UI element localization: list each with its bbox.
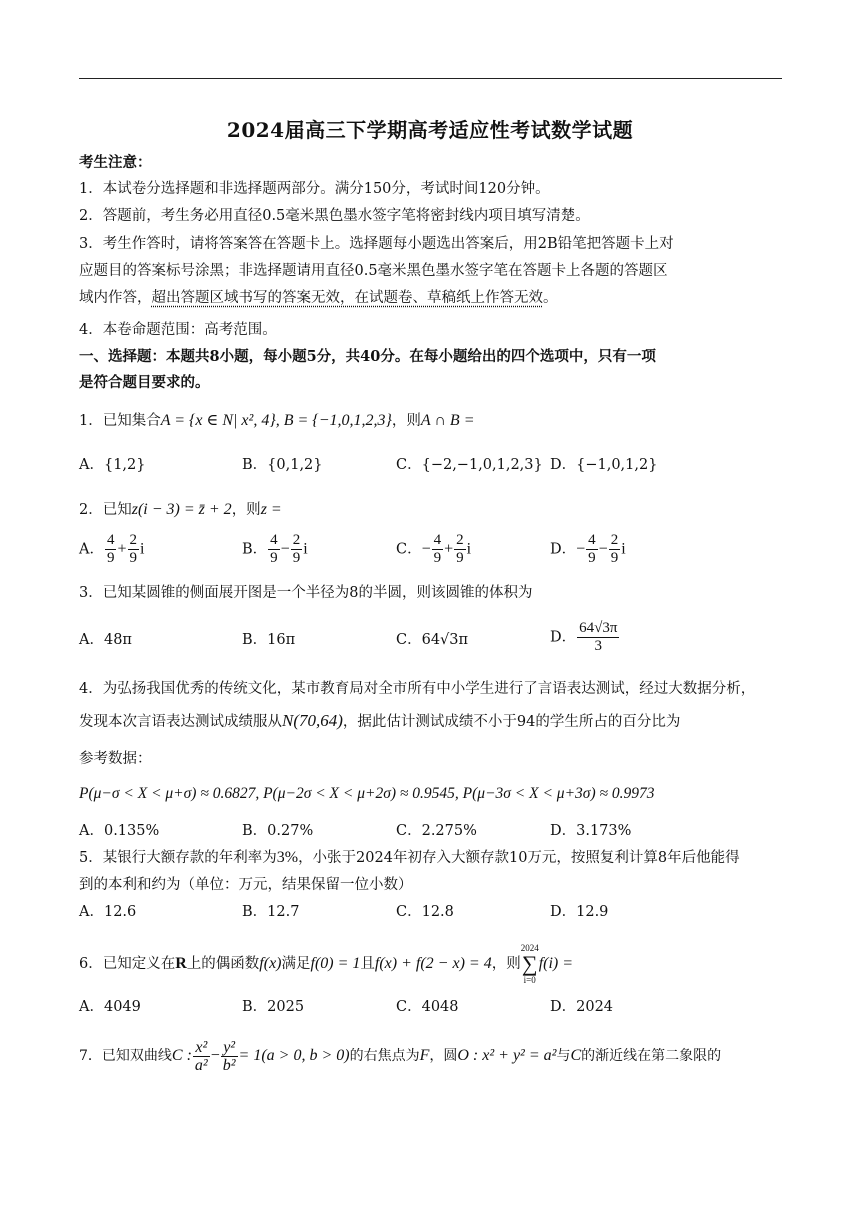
- fraction: [221, 1039, 238, 1074]
- q6-math: f(i) =: [538, 955, 574, 972]
- denominator: 9: [270, 550, 278, 566]
- operator: −: [576, 540, 586, 558]
- notice-item: 应题目的答案标号涂黑；非选择题请用直径0.5毫米黑色墨水签字笔在答题卡上各题的答题区: [79, 263, 668, 279]
- question-5-line2: 到的本利和约为（单位：万元，结果保留一位小数）: [79, 877, 413, 893]
- fraction: [128, 532, 140, 567]
- q1-option-b[interactable]: B．{0,1,2}: [242, 457, 323, 473]
- q2-text: 2．已知: [79, 502, 132, 518]
- option-label: D．: [550, 629, 577, 646]
- q7-text: 的右焦点为: [349, 1048, 420, 1064]
- denominator: 9: [106, 550, 115, 566]
- q1-option-d[interactable]: D．{−1,0,1,2}: [550, 457, 658, 473]
- denominator: 9: [610, 550, 619, 566]
- section-heading-cont: 是符合题目要求的。: [79, 374, 210, 391]
- denominator: 9: [292, 550, 301, 566]
- q1-text: 1．已知集合: [79, 413, 161, 429]
- fraction: [432, 532, 444, 567]
- q6-math: R: [175, 955, 187, 972]
- summation: [521, 942, 539, 986]
- q5-text: 5．某银行大额存款的年利率为: [79, 850, 277, 866]
- numerator: y²: [221, 1039, 238, 1057]
- fraction: [268, 532, 280, 567]
- fraction: [454, 532, 466, 567]
- numerator: 4: [270, 532, 278, 548]
- q2-math: z =: [260, 501, 282, 518]
- imag-unit: i: [140, 540, 145, 558]
- q7-text: 与: [556, 1048, 571, 1064]
- question-5-line1: [79, 848, 784, 868]
- numerator: 4: [433, 532, 442, 548]
- q7-math: F: [419, 1047, 430, 1064]
- denominator: 3: [594, 638, 603, 654]
- q1-math: A = {x ∈ N| x², 4}, B = {−1,0,1,2,3}: [160, 412, 392, 429]
- option-label: A．: [79, 541, 104, 558]
- question-4-ref: 参考数据：: [79, 751, 152, 767]
- q1-math: A ∩ B =: [420, 412, 475, 429]
- q7-math: O : x² + y² = a²: [457, 1047, 557, 1064]
- q5-option-c[interactable]: C．12.8: [396, 904, 454, 920]
- option-label: D．: [550, 541, 577, 558]
- operator: +: [444, 540, 454, 558]
- q2-option-b[interactable]: [242, 532, 308, 567]
- notice-item: 1．本试卷分选择题和非选择题两部分。满分150分，考试时间120分钟。: [79, 181, 550, 197]
- numerator: 4: [106, 532, 115, 548]
- notice-item: 3．考生作答时，请将答案答在答题卡上。选择题每小题选出答案后，用2B铅笔把答题卡上对: [79, 236, 674, 252]
- sigma-symbol: ∑: [521, 951, 538, 976]
- q6-text: 上的偶函数: [186, 956, 260, 972]
- q4-option-c[interactable]: C．2.275%: [396, 823, 477, 839]
- denominator: 9: [456, 550, 464, 566]
- sum-upper: 2024: [520, 943, 539, 953]
- question-4-formula: P(μ−σ < X < μ+σ) ≈ 0.6827, P(μ−2σ < X < μ+2σ) ≈ 0.9545, P(μ−3σ < X < μ+3σ) ≈ 0.9973: [79, 785, 655, 802]
- question-3-stem: 3．已知某圆锥的侧面展开图是一个半径为8的半圆，则该圆锥的体积为: [79, 585, 533, 601]
- section-heading: 一、选择题：本题共8小题，每小题5分，共40分。在每小题给出的四个选项中，只有一项: [79, 348, 656, 365]
- question-6-stem: [79, 942, 784, 986]
- operator: −: [598, 540, 608, 558]
- notice-heading: 考生注意：: [79, 154, 152, 171]
- q6-option-d[interactable]: D．2024: [550, 999, 614, 1015]
- operator: −: [421, 540, 431, 558]
- q6-text: ，则: [491, 956, 521, 972]
- q4-text: 发现本次言语表达测试成绩服从: [79, 714, 282, 730]
- q5-text: ，小张于2024年初存入大额存款10万元，按照复利计算8年后他能得: [298, 850, 740, 866]
- q4-option-a[interactable]: A．0.135%: [79, 823, 160, 839]
- q7-text: ，圆: [429, 1048, 458, 1064]
- numerator: 2: [456, 532, 464, 548]
- fraction: [193, 1039, 210, 1074]
- q2-math: z(i − 3) = z̄ + 2: [131, 501, 232, 518]
- q6-text: 且: [360, 956, 375, 972]
- q5-option-a[interactable]: A．12.6: [79, 904, 137, 920]
- q7-math: C: [570, 1047, 582, 1064]
- denominator: 9: [588, 550, 596, 566]
- q3-option-a[interactable]: A．48π: [79, 632, 132, 648]
- emphasized-text: 超出答题区域书写的答案无效，在试题卷、草稿纸上作答无效: [151, 290, 543, 306]
- notice-text: 。: [543, 290, 558, 306]
- notice-item: 2．答题前，考生务必用直径0.5毫米黑色墨水签字笔将密封线内项目填写清楚。: [79, 208, 590, 224]
- q4-text: ，据此估计测试成绩不小于94的学生所占的百分比为: [342, 714, 681, 730]
- numerator: 64√3π: [579, 620, 618, 636]
- numerator: 4: [588, 532, 596, 548]
- fraction: [586, 532, 598, 567]
- fraction: [577, 620, 619, 655]
- q7-text: 7．已知双曲线: [79, 1048, 172, 1064]
- notice-item: 4．本卷命题范围：高考范围。: [79, 322, 277, 338]
- fraction: [291, 532, 303, 567]
- q6-math: f(x): [259, 955, 282, 972]
- numerator: x²: [193, 1039, 210, 1057]
- q6-text: 满足: [281, 956, 311, 972]
- denominator: 9: [433, 550, 442, 566]
- q6-math: f(x) + f(2 − x) = 4: [374, 955, 492, 972]
- q5-option-b[interactable]: B．12.7: [242, 904, 300, 920]
- q2-option-c[interactable]: [396, 532, 471, 567]
- q6-option-c[interactable]: C．4048: [396, 999, 459, 1015]
- operator: +: [117, 540, 127, 558]
- imag-unit: i: [466, 540, 472, 558]
- imag-unit: i: [303, 540, 308, 558]
- denominator: a²: [194, 1056, 208, 1074]
- denominator: 9: [129, 550, 138, 566]
- q1-text: ，则: [391, 413, 421, 429]
- notice-text: 域内作答，: [79, 290, 152, 306]
- question-2-stem: [79, 500, 784, 520]
- page-title: 2024届高三下学期高考适应性考试数学试题: [226, 118, 634, 142]
- numerator: 2: [129, 532, 138, 548]
- sum-lower: i=0: [523, 975, 536, 985]
- q3-option-b[interactable]: B．16π: [242, 632, 296, 648]
- option-label: C．: [396, 541, 422, 558]
- q3-option-c[interactable]: C．64√3π: [396, 632, 469, 648]
- top-rule: [79, 78, 782, 79]
- q2-option-d[interactable]: [550, 532, 626, 567]
- q6-option-b[interactable]: B．2025: [242, 999, 305, 1015]
- q1-option-a[interactable]: A．{1,2}: [79, 457, 146, 473]
- q4-option-b[interactable]: B．0.27%: [242, 823, 314, 839]
- q2-option-a[interactable]: [79, 532, 144, 567]
- q5-option-d[interactable]: D．12.9: [550, 904, 609, 920]
- q7-text: 的渐近线在第二象限的: [581, 1048, 722, 1064]
- imag-unit: i: [621, 540, 626, 558]
- fraction: [105, 532, 117, 567]
- q1-option-c[interactable]: C．{−2,−1,0,1,2,3}: [396, 457, 543, 473]
- notice-item: [79, 288, 784, 308]
- q6-option-a[interactable]: A．4049: [79, 999, 141, 1015]
- numerator: 2: [610, 532, 619, 548]
- question-1-stem: [79, 411, 784, 431]
- fraction: [609, 532, 621, 567]
- denominator: b²: [222, 1056, 236, 1074]
- q7-math: C :: [171, 1047, 192, 1064]
- q6-text: 6．已知定义在: [79, 956, 176, 972]
- q3-option-d[interactable]: [550, 620, 620, 655]
- question-4-line1: 4．为弘扬我国优秀的传统文化，某市教育局对全市所有中小学生进行了言语表达测试，经过大数据分析，: [79, 681, 756, 697]
- question-7-stem: [79, 1036, 784, 1076]
- operator: −: [280, 540, 290, 558]
- q7-math: = 1(a > 0, b > 0): [238, 1047, 350, 1064]
- q5-math: 3%: [276, 849, 299, 866]
- question-4-line2: [79, 711, 784, 732]
- option-label: B．: [242, 541, 268, 558]
- numerator: 2: [292, 532, 301, 548]
- q2-text: ，则: [231, 502, 261, 518]
- q6-math: f(0) = 1: [310, 955, 361, 972]
- q4-option-d[interactable]: D．3.173%: [550, 823, 632, 839]
- operator: −: [210, 1047, 220, 1064]
- q4-math: N(70,64): [282, 711, 343, 730]
